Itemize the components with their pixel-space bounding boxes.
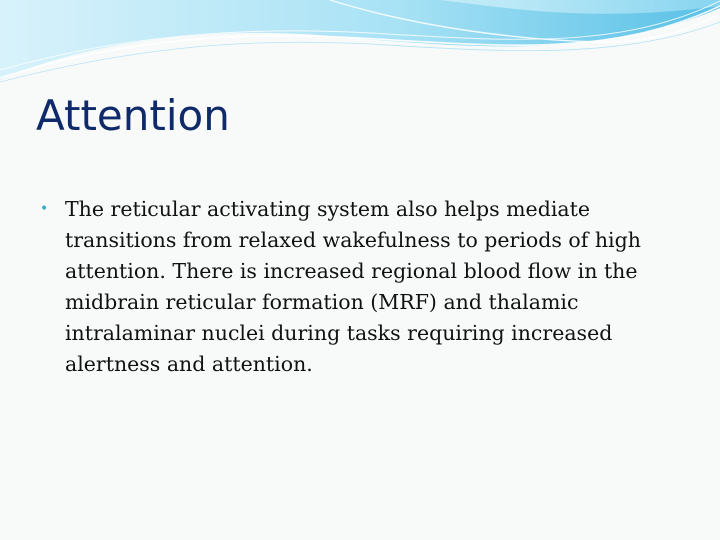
bullet-marker-icon: • [40, 201, 49, 217]
bullet-list [40, 194, 680, 380]
bullet-text: The reticular activating system also helps mediate transitions from relaxed wakefulness to periods of high attention. There is increased regional blood flow in the midbrain reticular formation (MRF) and thalamic intralaminar nuclei during tasks requiring increased alertness and attention. [65, 197, 641, 376]
header-wave-decoration [0, 0, 720, 100]
slide-title: Attention [36, 91, 230, 140]
bullet-item [40, 194, 680, 380]
